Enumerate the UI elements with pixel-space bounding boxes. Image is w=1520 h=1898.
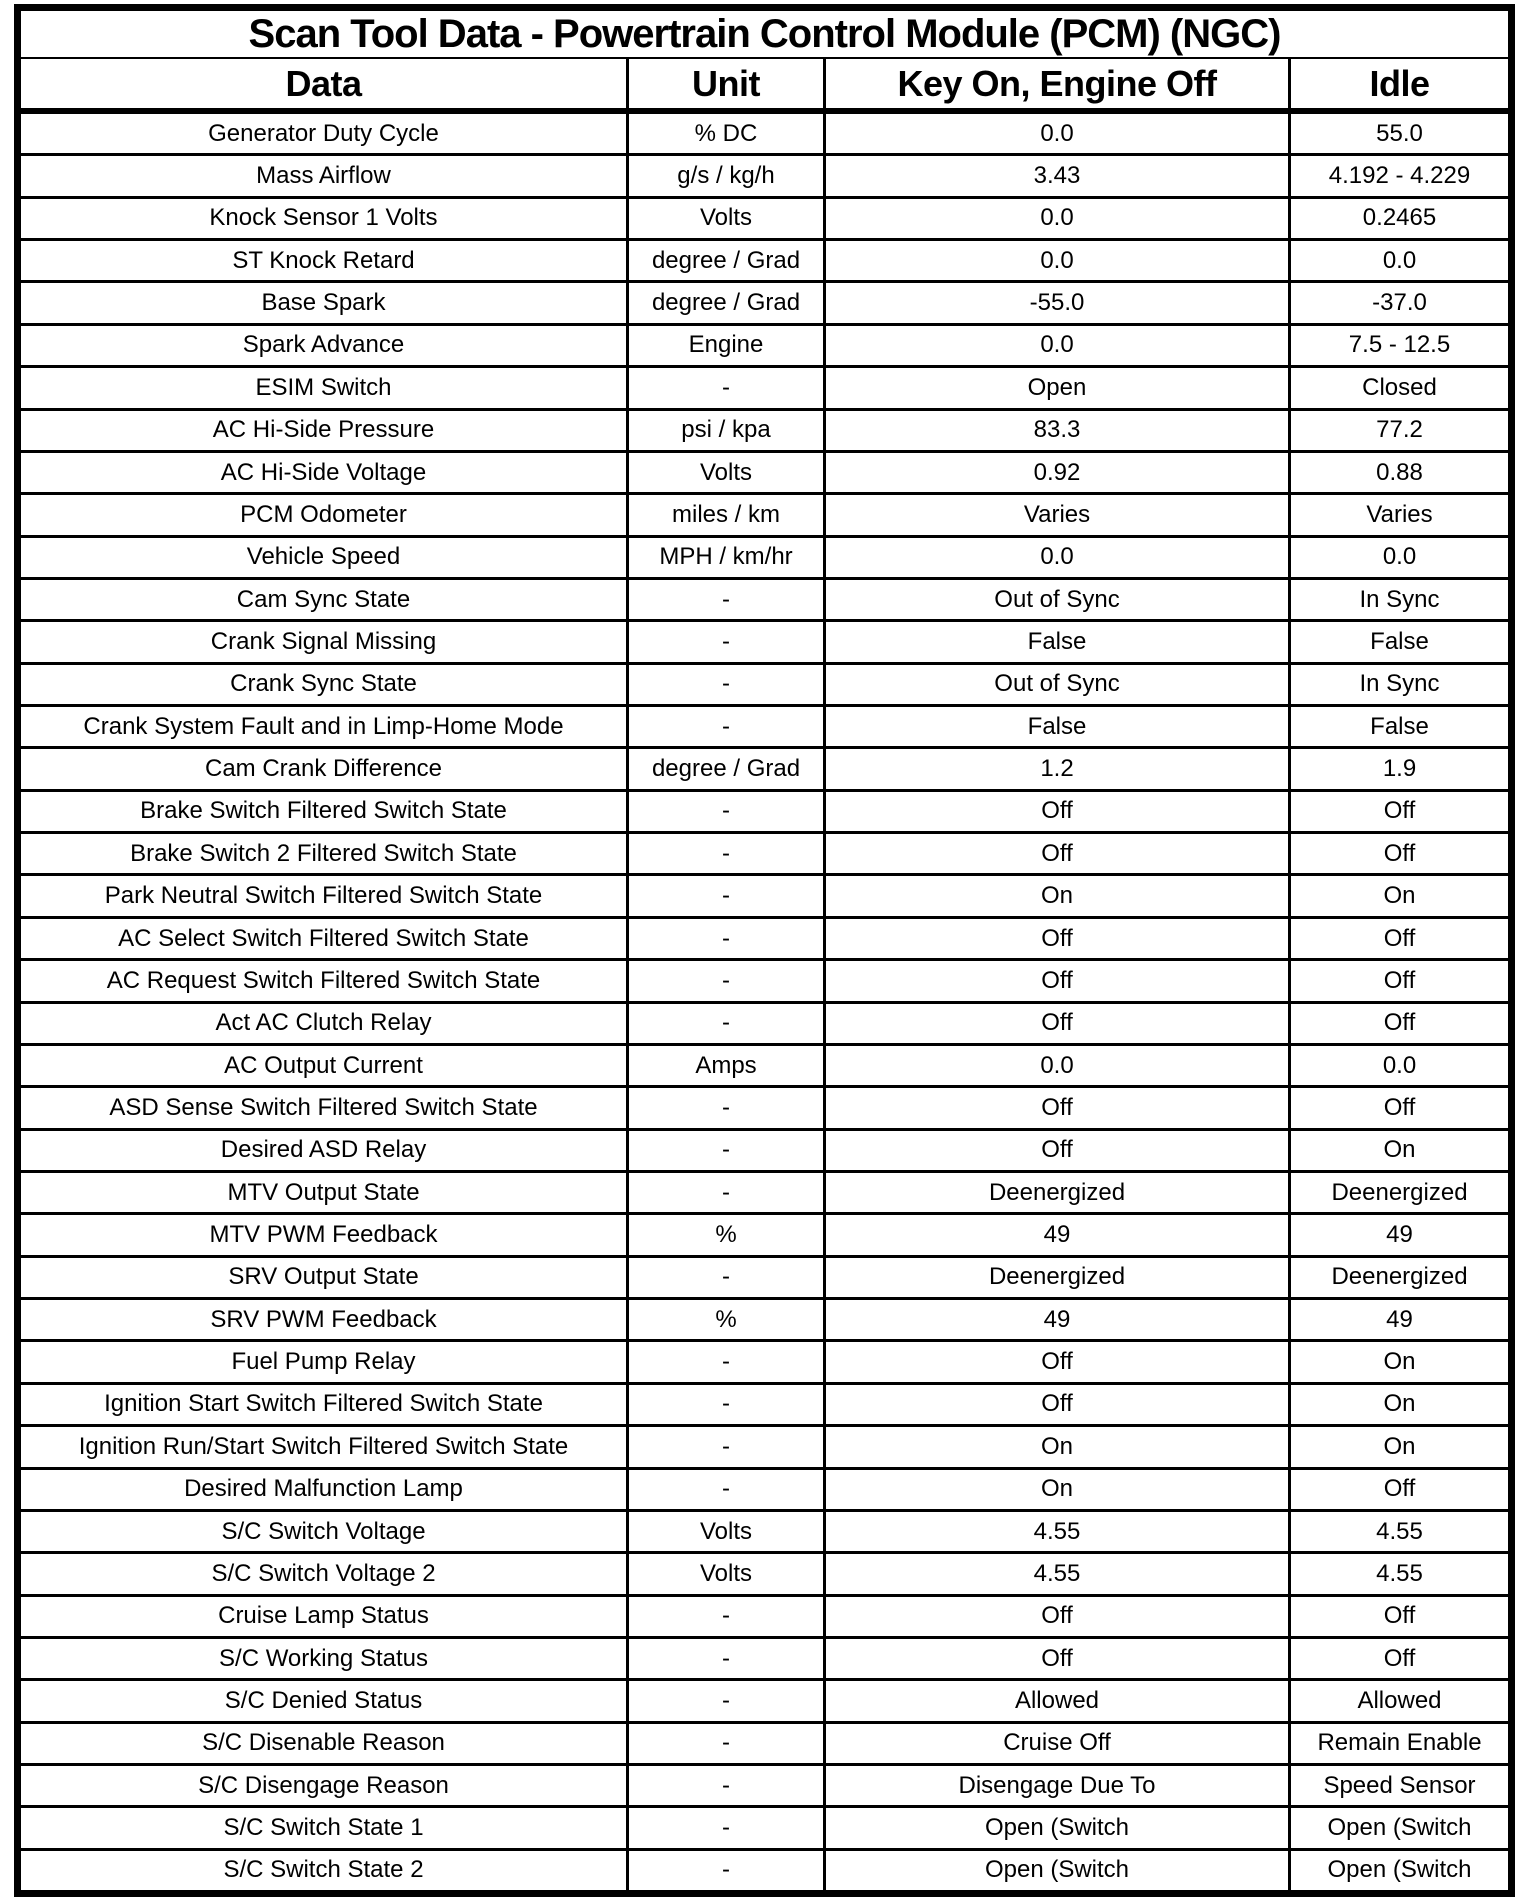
idle-value-cell: 1.9 <box>1288 749 1508 788</box>
unit-cell: Volts <box>626 199 823 238</box>
idle-value-cell: 4.192 - 4.229 <box>1288 156 1508 195</box>
unit-cell: - <box>626 1681 823 1720</box>
param-name-cell: Ignition Start Switch Filtered Switch State <box>104 1390 543 1418</box>
param-name-cell: S/C Disenable Reason <box>202 1729 445 1757</box>
param-name-cell: AC Request Switch Filtered Switch State <box>106 966 541 994</box>
table-row <box>21 1131 1508 1173</box>
table-row <box>21 453 1508 495</box>
unit-cell: Volts <box>626 453 823 492</box>
key-on-engine-off-value-cell: False <box>823 707 1288 746</box>
param-name-cell: S/C Switch Voltage 2 <box>211 1559 436 1587</box>
table-row <box>21 1639 1508 1681</box>
scan-tool-data-table <box>14 4 1515 1897</box>
unit-cell: - <box>626 1808 823 1847</box>
table-row <box>21 326 1508 368</box>
idle-value-cell: Off <box>1288 919 1508 958</box>
idle-value-cell: 4.55 <box>1288 1554 1508 1593</box>
param-name-cell: Brake Switch Filtered Switch State <box>140 797 507 825</box>
param-name-cell: S/C Switch State 2 <box>223 1856 424 1884</box>
unit-cell: - <box>626 919 823 958</box>
key-on-engine-off-value-cell: Off <box>823 1088 1288 1127</box>
table-row <box>21 1512 1508 1554</box>
idle-value-cell: 0.0 <box>1288 1046 1508 1085</box>
key-on-engine-off-value-cell: Off <box>823 1385 1288 1424</box>
table-row <box>21 1766 1508 1808</box>
unit-cell: psi / kpa <box>626 411 823 450</box>
table-row <box>21 707 1508 749</box>
unit-cell: - <box>626 1258 823 1297</box>
page-title: Scan Tool Data - Powertrain Control Module (PCM) (NGC) <box>21 11 1508 59</box>
unit-cell: Engine <box>626 326 823 365</box>
param-name-cell: Fuel Pump Relay <box>231 1348 416 1376</box>
key-on-engine-off-value-cell: Off <box>823 1131 1288 1170</box>
table-row <box>21 1470 1508 1512</box>
param-name-cell: Crank System Fault and in Limp-Home Mode <box>83 712 564 740</box>
key-on-engine-off-value-cell: 4.55 <box>823 1554 1288 1593</box>
table-row <box>21 1300 1508 1342</box>
unit-cell: - <box>626 1173 823 1212</box>
unit-cell: - <box>626 1385 823 1424</box>
table-row <box>21 834 1508 876</box>
table-row <box>21 1046 1508 1088</box>
idle-value-cell: Off <box>1288 834 1508 873</box>
column-header-idle: Idle <box>1288 59 1508 108</box>
unit-cell: - <box>626 1851 823 1890</box>
unit-cell: - <box>626 792 823 831</box>
table-row <box>21 1808 1508 1850</box>
key-on-engine-off-value-cell: 49 <box>823 1215 1288 1254</box>
param-name-cell: AC Output Current <box>224 1051 423 1079</box>
unit-cell: Volts <box>626 1512 823 1551</box>
key-on-engine-off-value-cell: Cruise Off <box>823 1724 1288 1763</box>
idle-value-cell: 77.2 <box>1288 411 1508 450</box>
table-row <box>21 792 1508 834</box>
param-name-cell: S/C Disengage Reason <box>198 1771 449 1799</box>
param-name-cell: Cam Crank Difference <box>205 755 442 783</box>
key-on-engine-off-value-cell: Off <box>823 1639 1288 1678</box>
param-name-cell: MTV PWM Feedback <box>209 1221 438 1249</box>
key-on-engine-off-value-cell: Off <box>823 792 1288 831</box>
table-row <box>21 1385 1508 1427</box>
table-row <box>21 1554 1508 1596</box>
param-name-cell: Crank Sync State <box>230 670 417 698</box>
idle-value-cell: Varies <box>1288 495 1508 534</box>
table-row <box>21 622 1508 664</box>
param-name-cell: Spark Advance <box>242 331 405 359</box>
idle-value-cell: 0.0 <box>1288 241 1508 280</box>
unit-cell: MPH / km/hr <box>626 538 823 577</box>
param-name-cell: ST Knock Retard <box>232 246 415 274</box>
unit-cell: miles / km <box>626 495 823 534</box>
table-row <box>21 1173 1508 1215</box>
idle-value-cell: Off <box>1288 1088 1508 1127</box>
key-on-engine-off-value-cell: 0.0 <box>823 199 1288 238</box>
param-name-cell: Generator Duty Cycle <box>208 119 439 147</box>
table-header-row <box>21 59 1508 114</box>
unit-cell: degree / Grad <box>626 241 823 280</box>
key-on-engine-off-value-cell: On <box>823 1427 1288 1466</box>
unit-cell: - <box>626 1766 823 1805</box>
idle-value-cell: Deenergized <box>1288 1258 1508 1297</box>
idle-value-cell: Allowed <box>1288 1681 1508 1720</box>
param-name-cell: Mass Airflow <box>256 162 391 190</box>
table-row <box>21 114 1508 156</box>
key-on-engine-off-value-cell: On <box>823 876 1288 915</box>
unit-cell: - <box>626 622 823 661</box>
key-on-engine-off-value-cell: Open (Switch <box>823 1808 1288 1847</box>
key-on-engine-off-value-cell: Disengage Due To <box>823 1766 1288 1805</box>
idle-value-cell: 55.0 <box>1288 114 1508 153</box>
param-name-cell: Brake Switch 2 Filtered Switch State <box>130 839 517 867</box>
param-name-cell: S/C Working Status <box>219 1644 428 1672</box>
key-on-engine-off-value-cell: 83.3 <box>823 411 1288 450</box>
key-on-engine-off-value-cell: 4.55 <box>823 1512 1288 1551</box>
unit-cell: g/s / kg/h <box>626 156 823 195</box>
column-header-key-on-engine-off: Key On, Engine Off <box>823 59 1288 108</box>
unit-cell: % <box>626 1215 823 1254</box>
column-header-unit: Unit <box>626 59 823 108</box>
unit-cell: - <box>626 876 823 915</box>
key-on-engine-off-value-cell: -55.0 <box>823 283 1288 322</box>
table-row <box>21 876 1508 918</box>
unit-cell: - <box>626 707 823 746</box>
key-on-engine-off-value-cell: 49 <box>823 1300 1288 1339</box>
key-on-engine-off-value-cell: Off <box>823 1342 1288 1381</box>
idle-value-cell: False <box>1288 622 1508 661</box>
table-row <box>21 1004 1508 1046</box>
key-on-engine-off-value-cell: Off <box>823 1004 1288 1043</box>
unit-cell: - <box>626 1470 823 1509</box>
idle-value-cell: Deenergized <box>1288 1173 1508 1212</box>
key-on-engine-off-value-cell: 0.0 <box>823 1046 1288 1085</box>
unit-cell: Volts <box>626 1554 823 1593</box>
param-name-cell: S/C Denied Status <box>224 1686 423 1714</box>
idle-value-cell: Off <box>1288 961 1508 1000</box>
table-row <box>21 495 1508 537</box>
table-row <box>21 368 1508 410</box>
key-on-engine-off-value-cell: Off <box>823 919 1288 958</box>
key-on-engine-off-value-cell: 0.0 <box>823 538 1288 577</box>
idle-value-cell: Off <box>1288 1470 1508 1509</box>
idle-value-cell: Speed Sensor <box>1288 1766 1508 1805</box>
param-name-cell: Desired Malfunction Lamp <box>184 1475 463 1503</box>
idle-value-cell: False <box>1288 707 1508 746</box>
param-name-cell: Knock Sensor 1 Volts <box>209 204 438 232</box>
key-on-engine-off-value-cell: 0.0 <box>823 241 1288 280</box>
param-name-cell: Cruise Lamp Status <box>218 1602 429 1630</box>
param-name-cell: AC Hi-Side Voltage <box>220 458 427 486</box>
key-on-engine-off-value-cell: 3.43 <box>823 156 1288 195</box>
unit-cell: - <box>626 1639 823 1678</box>
unit-cell: - <box>626 665 823 704</box>
idle-value-cell: Open (Switch <box>1288 1851 1508 1890</box>
param-name-cell: Park Neutral Switch Filtered Switch State <box>104 882 543 910</box>
idle-value-cell: 0.2465 <box>1288 199 1508 238</box>
table-row <box>21 1851 1508 1890</box>
key-on-engine-off-value-cell: Off <box>823 834 1288 873</box>
idle-value-cell: 4.55 <box>1288 1512 1508 1551</box>
key-on-engine-off-value-cell: Out of Sync <box>823 665 1288 704</box>
unit-cell: - <box>626 1088 823 1127</box>
idle-value-cell: 0.0 <box>1288 538 1508 577</box>
column-header-data: Data <box>285 62 362 104</box>
idle-value-cell: Remain Enable <box>1288 1724 1508 1763</box>
param-name-cell: SRV Output State <box>228 1263 419 1291</box>
param-name-cell: Desired ASD Relay <box>220 1136 427 1164</box>
table-row <box>21 411 1508 453</box>
table-row <box>21 1342 1508 1384</box>
key-on-engine-off-value-cell: Open (Switch <box>823 1851 1288 1890</box>
table-row <box>21 1088 1508 1130</box>
idle-value-cell: In Sync <box>1288 665 1508 704</box>
param-name-cell: Cam Sync State <box>236 585 411 613</box>
param-name-cell: Base Spark <box>261 289 386 317</box>
table-row <box>21 283 1508 325</box>
idle-value-cell: 7.5 - 12.5 <box>1288 326 1508 365</box>
key-on-engine-off-value-cell: Deenergized <box>823 1258 1288 1297</box>
key-on-engine-off-value-cell: Off <box>823 1597 1288 1636</box>
table-row <box>21 1597 1508 1639</box>
idle-value-cell: Off <box>1288 1004 1508 1043</box>
param-name-cell: Ignition Run/Start Switch Filtered Switch State <box>78 1432 569 1460</box>
unit-cell: Amps <box>626 1046 823 1085</box>
key-on-engine-off-value-cell: Deenergized <box>823 1173 1288 1212</box>
table-row <box>21 199 1508 241</box>
table-row <box>21 1724 1508 1766</box>
unit-cell: - <box>626 1342 823 1381</box>
param-name-cell: ESIM Switch <box>255 373 392 401</box>
idle-value-cell: On <box>1288 876 1508 915</box>
idle-value-cell: -37.0 <box>1288 283 1508 322</box>
idle-value-cell: 0.88 <box>1288 453 1508 492</box>
key-on-engine-off-value-cell: 0.92 <box>823 453 1288 492</box>
idle-value-cell: Off <box>1288 1597 1508 1636</box>
unit-cell: - <box>626 368 823 407</box>
table-row <box>21 1215 1508 1257</box>
unit-cell: - <box>626 1724 823 1763</box>
table-row <box>21 1427 1508 1469</box>
table-row <box>21 919 1508 961</box>
idle-value-cell: Off <box>1288 1639 1508 1678</box>
unit-cell: degree / Grad <box>626 749 823 788</box>
key-on-engine-off-value-cell: Out of Sync <box>823 580 1288 619</box>
param-name-cell: AC Select Switch Filtered Switch State <box>118 924 529 952</box>
table-row <box>21 241 1508 283</box>
param-name-cell: Crank Signal Missing <box>210 627 437 655</box>
table-body <box>21 114 1508 1890</box>
table-row <box>21 538 1508 580</box>
idle-value-cell: 49 <box>1288 1215 1508 1254</box>
idle-value-cell: On <box>1288 1427 1508 1466</box>
unit-cell: - <box>626 961 823 1000</box>
table-row <box>21 665 1508 707</box>
table-row <box>21 156 1508 198</box>
unit-cell: - <box>626 834 823 873</box>
key-on-engine-off-value-cell: On <box>823 1470 1288 1509</box>
key-on-engine-off-value-cell: Varies <box>823 495 1288 534</box>
key-on-engine-off-value-cell: Open <box>823 368 1288 407</box>
unit-cell: % DC <box>626 114 823 153</box>
idle-value-cell: On <box>1288 1342 1508 1381</box>
param-name-cell: ASD Sense Switch Filtered Switch State <box>109 1093 538 1121</box>
param-name-cell: Vehicle Speed <box>246 543 401 571</box>
idle-value-cell: On <box>1288 1385 1508 1424</box>
key-on-engine-off-value-cell: 0.0 <box>823 326 1288 365</box>
param-name-cell: SRV PWM Feedback <box>210 1305 437 1333</box>
key-on-engine-off-value-cell: Allowed <box>823 1681 1288 1720</box>
unit-cell: % <box>626 1300 823 1339</box>
idle-value-cell: Closed <box>1288 368 1508 407</box>
idle-value-cell: Open (Switch <box>1288 1808 1508 1847</box>
idle-value-cell: Off <box>1288 792 1508 831</box>
unit-cell: - <box>626 1131 823 1170</box>
idle-value-cell: 49 <box>1288 1300 1508 1339</box>
key-on-engine-off-value-cell: False <box>823 622 1288 661</box>
key-on-engine-off-value-cell: 0.0 <box>823 114 1288 153</box>
table-row <box>21 961 1508 1003</box>
param-name-cell: Act AC Clutch Relay <box>215 1009 432 1037</box>
table-row <box>21 580 1508 622</box>
idle-value-cell: On <box>1288 1131 1508 1170</box>
param-name-cell: PCM Odometer <box>240 500 407 528</box>
param-name-cell: S/C Switch Voltage <box>221 1517 426 1545</box>
key-on-engine-off-value-cell: 1.2 <box>823 749 1288 788</box>
unit-cell: - <box>626 1597 823 1636</box>
idle-value-cell: In Sync <box>1288 580 1508 619</box>
unit-cell: - <box>626 1427 823 1466</box>
unit-cell: - <box>626 1004 823 1043</box>
param-name-cell: AC Hi-Side Pressure <box>212 416 435 444</box>
table-row <box>21 1258 1508 1300</box>
key-on-engine-off-value-cell: Off <box>823 961 1288 1000</box>
unit-cell: degree / Grad <box>626 283 823 322</box>
table-row <box>21 749 1508 791</box>
param-name-cell: S/C Switch State 1 <box>223 1814 424 1842</box>
unit-cell: - <box>626 580 823 619</box>
table-row <box>21 1681 1508 1723</box>
param-name-cell: MTV Output State <box>227 1178 420 1206</box>
